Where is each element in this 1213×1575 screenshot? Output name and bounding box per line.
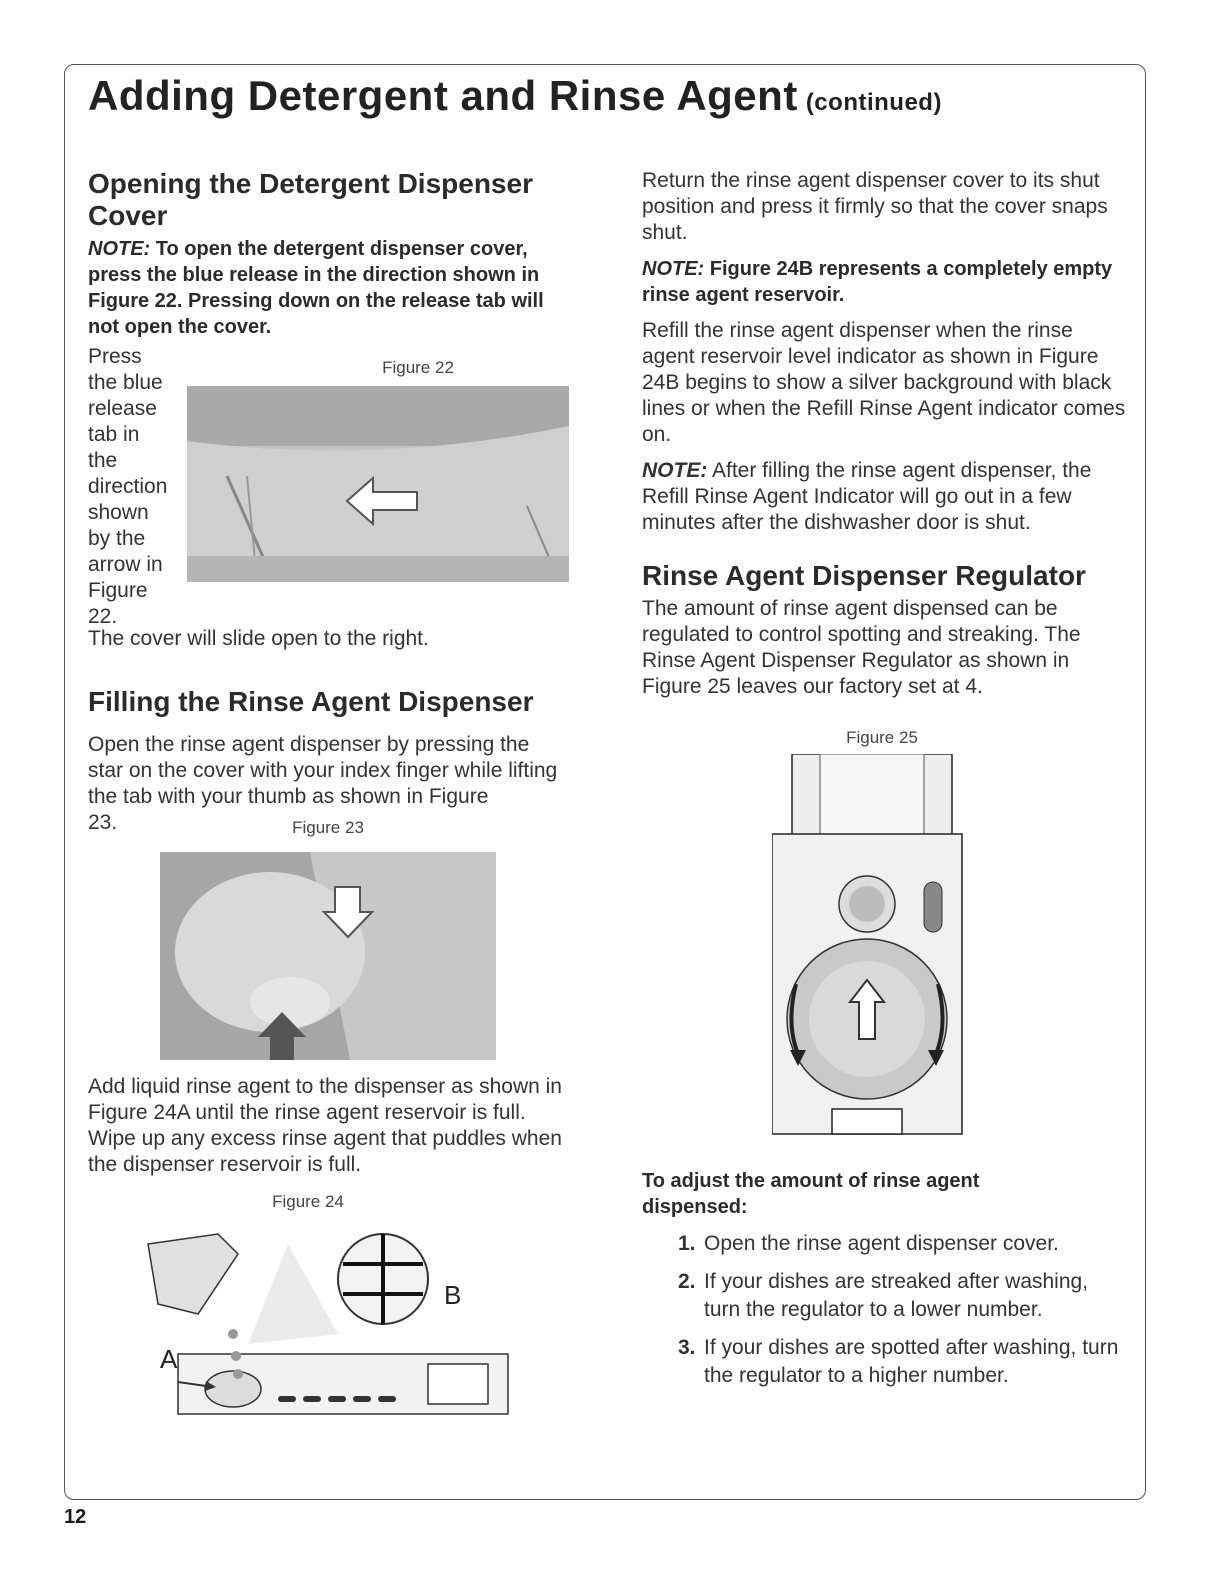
press-line: by the (88, 527, 146, 550)
left-column (88, 168, 578, 1434)
figure24-caption: Figure 24 (272, 1192, 344, 1211)
note-tag: NOTE: (642, 459, 708, 482)
press-line: release (88, 397, 157, 420)
step-text: If your dishes are streaked after washing, turn the regulator to a lower number. (704, 1270, 1089, 1321)
note-tag: NOTE: (88, 238, 151, 260)
right-column (642, 168, 1130, 1400)
section-heading-filling: Filling the Rinse Agent Dispenser (88, 686, 534, 717)
note-text: Figure 24B represents a completely empty rinse agent reservoir. (642, 258, 1113, 306)
press-line: 22. (88, 605, 118, 628)
press-line: arrow in (88, 553, 163, 576)
adjust-step (642, 1334, 1130, 1390)
filling-paragraph: Open the rinse agent dispenser by pressing the star on the cover with your index finger while lifting the tab with your thumb as shown in Figure (88, 733, 558, 808)
figure24-label-b: B (444, 1280, 462, 1310)
section-heading-regulator: Rinse Agent Dispenser Regulator (642, 560, 1086, 591)
note-opening-cover (88, 236, 578, 340)
refill-paragraph: Refill the rinse agent dispenser when the rinse agent reservoir level indicator as shown in Figure 24B begins to show a silver background with black lines or when the Refill Rinse Agent indicator comes on. (642, 319, 1126, 446)
step-number: 1. (678, 1232, 696, 1255)
adjust-step (642, 1268, 1130, 1324)
figure22-image (187, 386, 569, 582)
step-number: 2. (678, 1270, 696, 1293)
figure24-image (88, 1224, 528, 1434)
figure23-caption: Figure 23 (292, 818, 364, 837)
page-number: 12 (64, 1506, 87, 1528)
figure23-image (160, 852, 496, 1060)
press-line: Figure (88, 579, 148, 602)
figure22-block (88, 344, 578, 634)
page-title-text: Adding Detergent and Rinse Agent (88, 72, 798, 119)
adjust-steps (642, 1230, 1130, 1390)
press-line: shown (88, 501, 149, 524)
cover-slide-text: The cover will slide open to the right. (88, 627, 429, 650)
filling-paragraph-end-row (88, 810, 578, 836)
page-title (88, 72, 942, 120)
press-instructions (88, 344, 178, 630)
press-line: Press (88, 345, 142, 368)
note-text: After filling the rinse agent dispenser, the Refill Rinse Agent Indicator will go out in a few minutes after the dishwasher door is shut. (642, 459, 1092, 534)
step-text: If your dishes are spotted after washing, turn the regulator to a higher number. (704, 1336, 1119, 1387)
press-line: tab in (88, 423, 140, 446)
return-cover-paragraph: Return the rinse agent dispenser cover to its shut position and press it firmly so that the cover snaps shut. (642, 169, 1108, 244)
press-line: the (88, 449, 118, 472)
filling-paragraph-end: 23. (88, 811, 118, 834)
note-indicator (642, 458, 1130, 536)
adjust-step (642, 1230, 1130, 1258)
page-title-continued: (continued) (805, 89, 942, 116)
step-text: Open the rinse agent dispenser cover. (704, 1232, 1059, 1255)
note-empty-reservoir (642, 256, 1130, 308)
figure25-image (772, 754, 972, 1144)
note-text: To open the detergent dispenser cover, press the blue release in the direction shown in Figure 22. Pressing down on the release tab will not open the cover. (88, 238, 544, 338)
press-line: the blue (88, 371, 163, 394)
adjust-heading: To adjust the amount of rinse agent dispensed: (642, 1170, 980, 1218)
press-line: direction (88, 475, 168, 498)
figure25-caption: Figure 25 (846, 728, 918, 747)
note-tag: NOTE: (642, 258, 705, 280)
figure24-label-a: A (160, 1344, 178, 1374)
section-heading-opening-cover: Opening the Detergent Dispenser Cover (88, 168, 533, 231)
step-number: 3. (678, 1336, 696, 1359)
regulator-paragraph: The amount of rinse agent dispensed can be regulated to control spotting and streaking. The Rinse Agent Dispenser Regulator as shown in Figure 25 leaves our factory set at 4. (642, 597, 1081, 698)
figure22-caption: Figure 22 (382, 358, 454, 377)
add-rinse-agent-paragraph: Add liquid rinse agent to the dispenser as shown in Figure 24A until the rinse agent reservoir is full. Wipe up any excess rinse agent that puddles when the dispenser reservoir is full. (88, 1075, 562, 1176)
